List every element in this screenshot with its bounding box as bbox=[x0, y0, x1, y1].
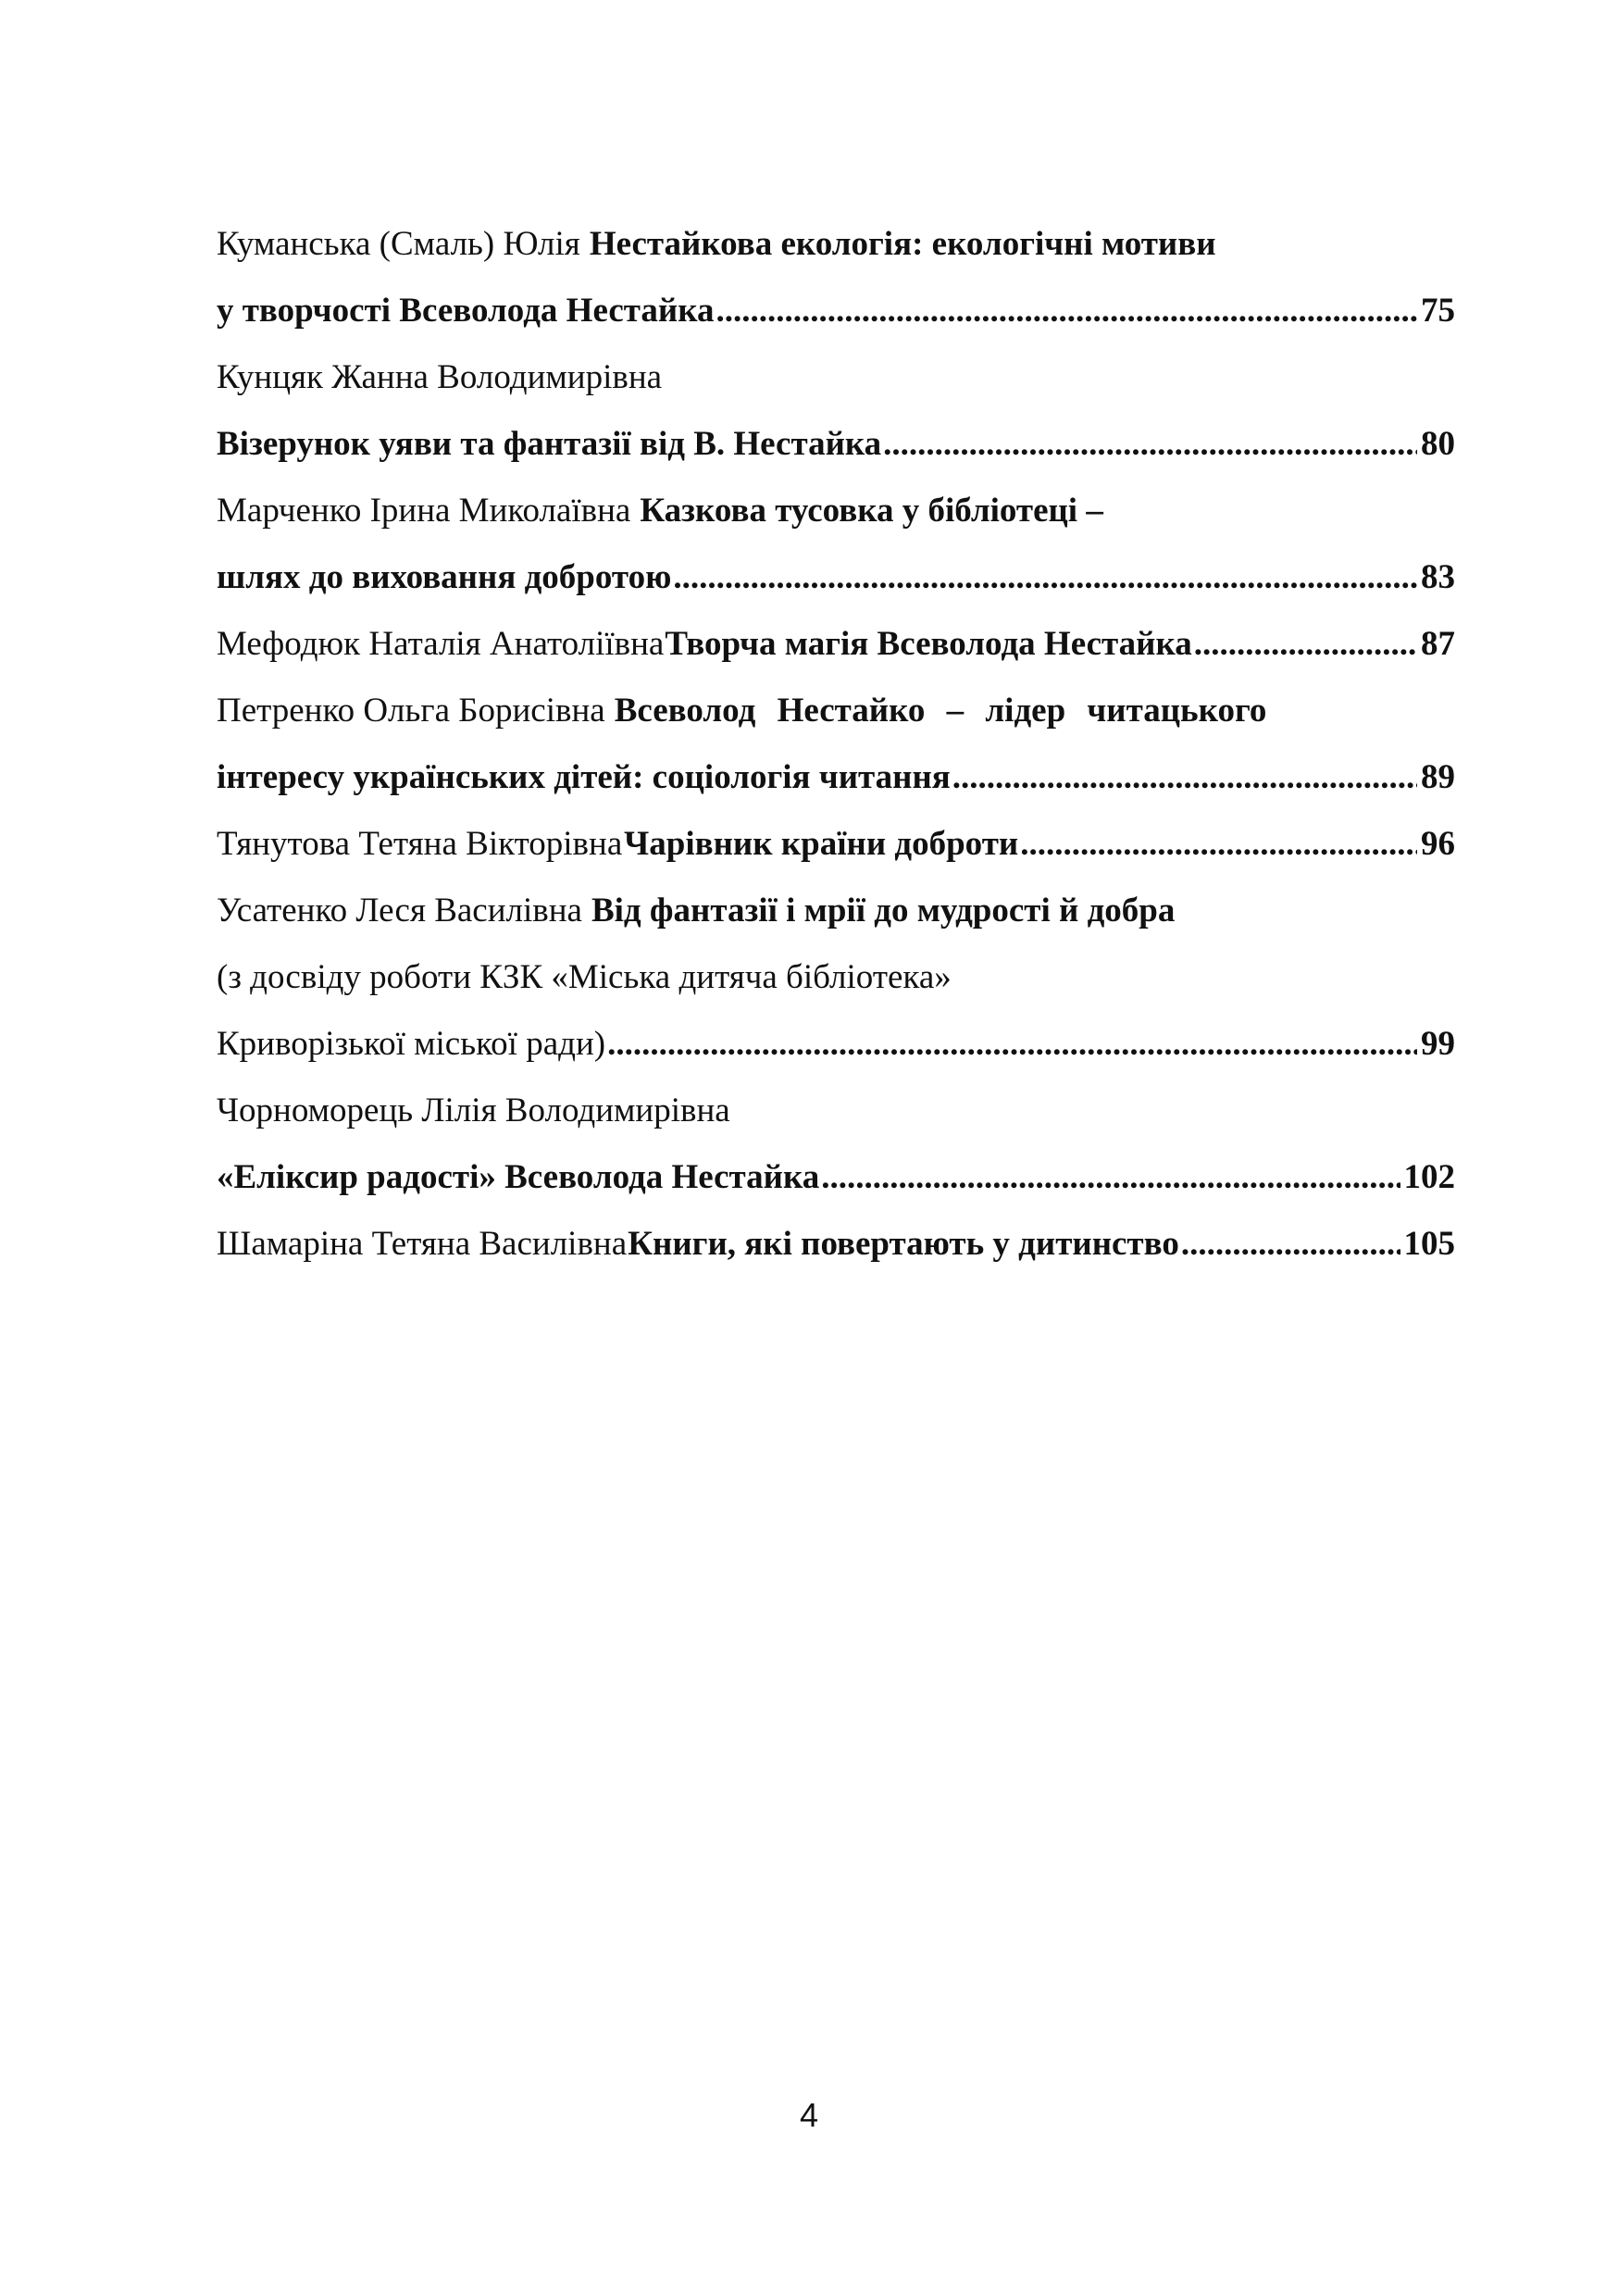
toc-title: Казкова тусовка у бібліотеці – bbox=[640, 492, 1103, 530]
toc-leader-dots bbox=[716, 278, 1417, 344]
toc-line bbox=[217, 544, 1455, 611]
toc-title: Творча магія Всеволода Нестайка bbox=[665, 625, 1192, 663]
toc-leader-dots bbox=[952, 744, 1417, 811]
toc-line bbox=[217, 1078, 1455, 1144]
toc-title: «Еліксир радості» Всеволода Нестайка bbox=[217, 1158, 820, 1196]
toc-page: 75 bbox=[1421, 292, 1455, 330]
toc-line bbox=[217, 478, 1455, 544]
toc-page: 80 bbox=[1421, 425, 1455, 463]
toc-line bbox=[217, 878, 1455, 944]
toc-leader-dots bbox=[1181, 1211, 1400, 1278]
toc-leader-dots bbox=[821, 1144, 1400, 1211]
toc-leader-dots bbox=[883, 411, 1417, 478]
toc-line bbox=[217, 278, 1455, 344]
toc-page: 102 bbox=[1403, 1158, 1455, 1196]
toc-leader-dots bbox=[607, 1011, 1417, 1078]
table-of-contents bbox=[217, 211, 1455, 1278]
toc-author: Куманська (Смаль) Юлія bbox=[217, 225, 580, 263]
toc-author: (з досвіду роботи КЗК «Міська дитяча бібліотека» bbox=[217, 958, 952, 996]
toc-page: 89 bbox=[1421, 758, 1455, 796]
toc-line bbox=[217, 744, 1455, 811]
toc-author: Петренко Ольга Борисівна bbox=[217, 692, 605, 730]
toc-page: 96 bbox=[1421, 825, 1455, 863]
toc-line bbox=[217, 944, 1455, 1011]
toc-line bbox=[217, 1144, 1455, 1211]
toc-leader-dots bbox=[1194, 611, 1417, 678]
toc-line bbox=[217, 1011, 1455, 1078]
toc-line bbox=[217, 411, 1455, 478]
toc-line bbox=[217, 344, 1455, 411]
toc-page: 87 bbox=[1421, 625, 1455, 663]
toc-title: Всеволод Нестайко – лідер читацького bbox=[614, 692, 1267, 730]
toc-author: Мефодюк Наталія Анатоліївна bbox=[217, 625, 665, 663]
toc-author: Кунцяк Жанна Володимирівна bbox=[217, 358, 663, 396]
toc-title: шлях до виховання добротою bbox=[217, 558, 672, 596]
toc-leader-dots bbox=[1020, 811, 1417, 878]
toc-leader-dots bbox=[673, 544, 1417, 611]
toc-title: Від фантазії і мрії до мудрості й добра bbox=[591, 892, 1176, 930]
toc-author: Усатенко Леся Василівна bbox=[217, 892, 582, 930]
toc-title: у творчості Всеволода Нестайка bbox=[217, 292, 715, 330]
toc-line bbox=[217, 1211, 1455, 1278]
toc-title: Нестайкова екологія: екологічні мотиви bbox=[589, 225, 1216, 263]
toc-author: Марченко Ірина Миколаївна bbox=[217, 492, 631, 530]
toc-author: Чорноморець Лілія Володимирівна bbox=[217, 1092, 730, 1129]
page-number: 4 bbox=[799, 2096, 819, 2134]
toc-line bbox=[217, 811, 1455, 878]
toc-line bbox=[217, 678, 1385, 744]
toc-line bbox=[217, 611, 1455, 678]
toc-title: Візерунок уяви та фантазії від В. Нестайка bbox=[217, 425, 882, 463]
toc-page: 99 bbox=[1421, 1025, 1455, 1063]
toc-title: інтересу українських дітей: соціологія читання bbox=[217, 758, 951, 796]
toc-line bbox=[217, 211, 1455, 278]
toc-page: 83 bbox=[1421, 558, 1455, 596]
toc-title: Чарівник країни доброти bbox=[624, 825, 1019, 863]
toc-author: Шамаріна Тетяна Василівна bbox=[217, 1225, 628, 1263]
toc-author: Криворізької міської ради) bbox=[217, 1025, 606, 1063]
toc-page: 105 bbox=[1403, 1225, 1455, 1263]
toc-author: Тянутова Тетяна Вікторівна bbox=[217, 825, 623, 863]
toc-title: Книги, які повертають у дитинство bbox=[628, 1225, 1179, 1263]
